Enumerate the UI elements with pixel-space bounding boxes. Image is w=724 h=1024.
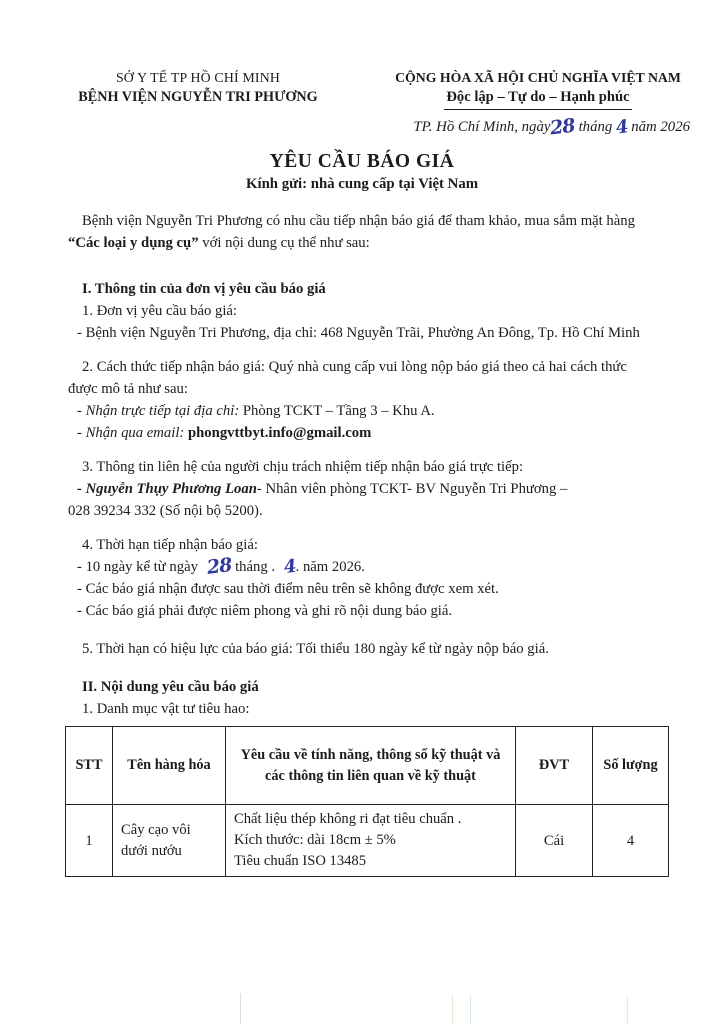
scan-artifact — [470, 995, 471, 1024]
document-title: YÊU CẦU BÁO GIÁ — [269, 151, 455, 172]
table-header-row — [66, 727, 669, 805]
scan-artifact — [452, 995, 453, 1024]
item3-text: 3. Thông tin liên hệ của người chịu trách nhiệm tiếp nhận báo giá trực tiếp: — [82, 459, 524, 475]
col-header-qty: Số lượng — [593, 727, 669, 805]
national-header — [380, 70, 696, 110]
item3-contact — [68, 478, 658, 500]
scan-artifact — [627, 996, 628, 1024]
dateline-prefix: TP. Hồ Chí Minh, ngày — [413, 119, 551, 135]
item4-label: 4. Thời hạn tiếp nhận báo giá: — [82, 537, 258, 553]
national-motto-line1: CỘNG HÒA XÃ HỘI CHỦ NGHĨA VIỆT NAM — [395, 70, 681, 85]
cell-item-name: Cây cạo vôi dưới nướu — [113, 805, 226, 877]
col-header-unit: ĐVT — [516, 727, 593, 805]
col-header-stt: STT — [66, 727, 113, 805]
item5-text: 5. Thời hạn có hiệu lực của báo giá: Tối thiểu 180 ngày kể từ ngày nộp báo giá. — [82, 641, 549, 657]
org-name: BỆNH VIỆN NGUYỄN TRI PHƯƠNG — [78, 89, 318, 105]
handwritten-day: 28 — [549, 114, 577, 140]
section1-heading: I. Thông tin của đơn vị yêu cầu báo giá — [82, 281, 326, 297]
item2-direct-label: - Nhận trực tiếp tại địa chỉ: — [77, 403, 240, 419]
letterhead — [0, 0, 724, 110]
section2-intro: 1. Danh mục vật tư tiêu hao: — [82, 701, 250, 717]
item2-direct-value: Phòng TCKT – Tầng 3 – Khu A. — [239, 403, 435, 419]
contact-person-role: - Nhân viên phòng TCKT- BV Nguyễn Tri Phương – — [256, 481, 568, 497]
items-table — [65, 726, 669, 877]
dateline-suffix: năm 2026 — [631, 119, 690, 135]
cell-stt: 1 — [66, 805, 113, 877]
national-motto-line2: Độc lập – Tự do – Hạnh phúc — [444, 89, 631, 110]
spec-line-1: Chất liệu thép không ri đạt tiêu chuẩn . — [234, 811, 462, 827]
spec-line-3: Tiêu chuẩn ISO 13485 — [234, 853, 367, 869]
org-parent-name: SỞ Y TẾ TP HỒ CHÍ MINH — [115, 70, 281, 85]
issuing-org — [48, 70, 348, 110]
item2-email-label: - Nhận qua email: — [77, 425, 185, 441]
item2-email-address: phongvttbyt.info@gmail.com — [184, 425, 372, 441]
item2-email — [68, 422, 658, 444]
intro-paragraph: Bệnh viện Nguyễn Tri Phương có nhu cầu tiếp nhận báo giá để tham khảo, mua sắm mặt hàng “Các loại y dụng cụ” với nội dung cụ thể như sau: — [68, 213, 635, 251]
scan-artifact — [240, 993, 241, 1024]
dateline-mid: tháng — [578, 119, 613, 135]
item1-label: 1. Đơn vị yêu cầu báo giá: — [82, 303, 238, 319]
item1-detail: - Bệnh viện Nguyễn Tri Phương, địa chỉ: 468 Nguyễn Trãi, Phường An Đông, Tp. Hồ Chí Minh — [77, 325, 640, 341]
spec-line-2: Kích thước: dài 18cm ± 5% — [234, 832, 396, 848]
item4-deadline: - 10 ngày kể từ ngày 28 tháng . 4. năm 2026. — [77, 554, 365, 579]
item4-note-b: - Các báo giá nhận được sau thời điểm nêu trên sẽ không được xem xét. — [77, 581, 499, 597]
contact-phone: 028 39234 332 (Số nội bộ 5200). — [68, 503, 263, 519]
document-recipient: Kính gửi: nhà cung cấp tại Việt Nam — [245, 176, 479, 192]
cell-item-spec — [226, 805, 516, 877]
contact-person-name: - Nguyễn Thụy Phương Loan — [77, 481, 257, 497]
item-category: “Các loại y dụng cụ” — [68, 235, 199, 251]
item2-direct — [68, 400, 658, 422]
handwritten-month: 4 — [614, 116, 629, 139]
cell-qty: 4 — [593, 805, 669, 877]
table-row — [66, 805, 669, 877]
item2-text: 2. Cách thức tiếp nhận báo giá: Quý nhà cung cấp vui lòng nộp báo giá theo cả hai cách thức được mô tả như sau: — [68, 359, 627, 397]
document-body — [68, 210, 658, 877]
col-header-spec: Yêu cầu về tính năng, thông số kỹ thuật và các thông tin liên quan về kỹ thuật — [226, 727, 516, 805]
cell-unit: Cái — [516, 805, 593, 877]
handwritten-day-2: 28 — [205, 554, 233, 579]
col-header-name: Tên hàng hóa — [113, 727, 226, 805]
section2-heading: II. Nội dung yêu cầu báo giá — [82, 679, 259, 695]
item4-note-c: - Các báo giá phải được niêm phong và ghi rõ nội dung báo giá. — [77, 603, 453, 619]
dateline — [0, 114, 724, 140]
handwritten-month-2: 4 — [282, 555, 297, 579]
